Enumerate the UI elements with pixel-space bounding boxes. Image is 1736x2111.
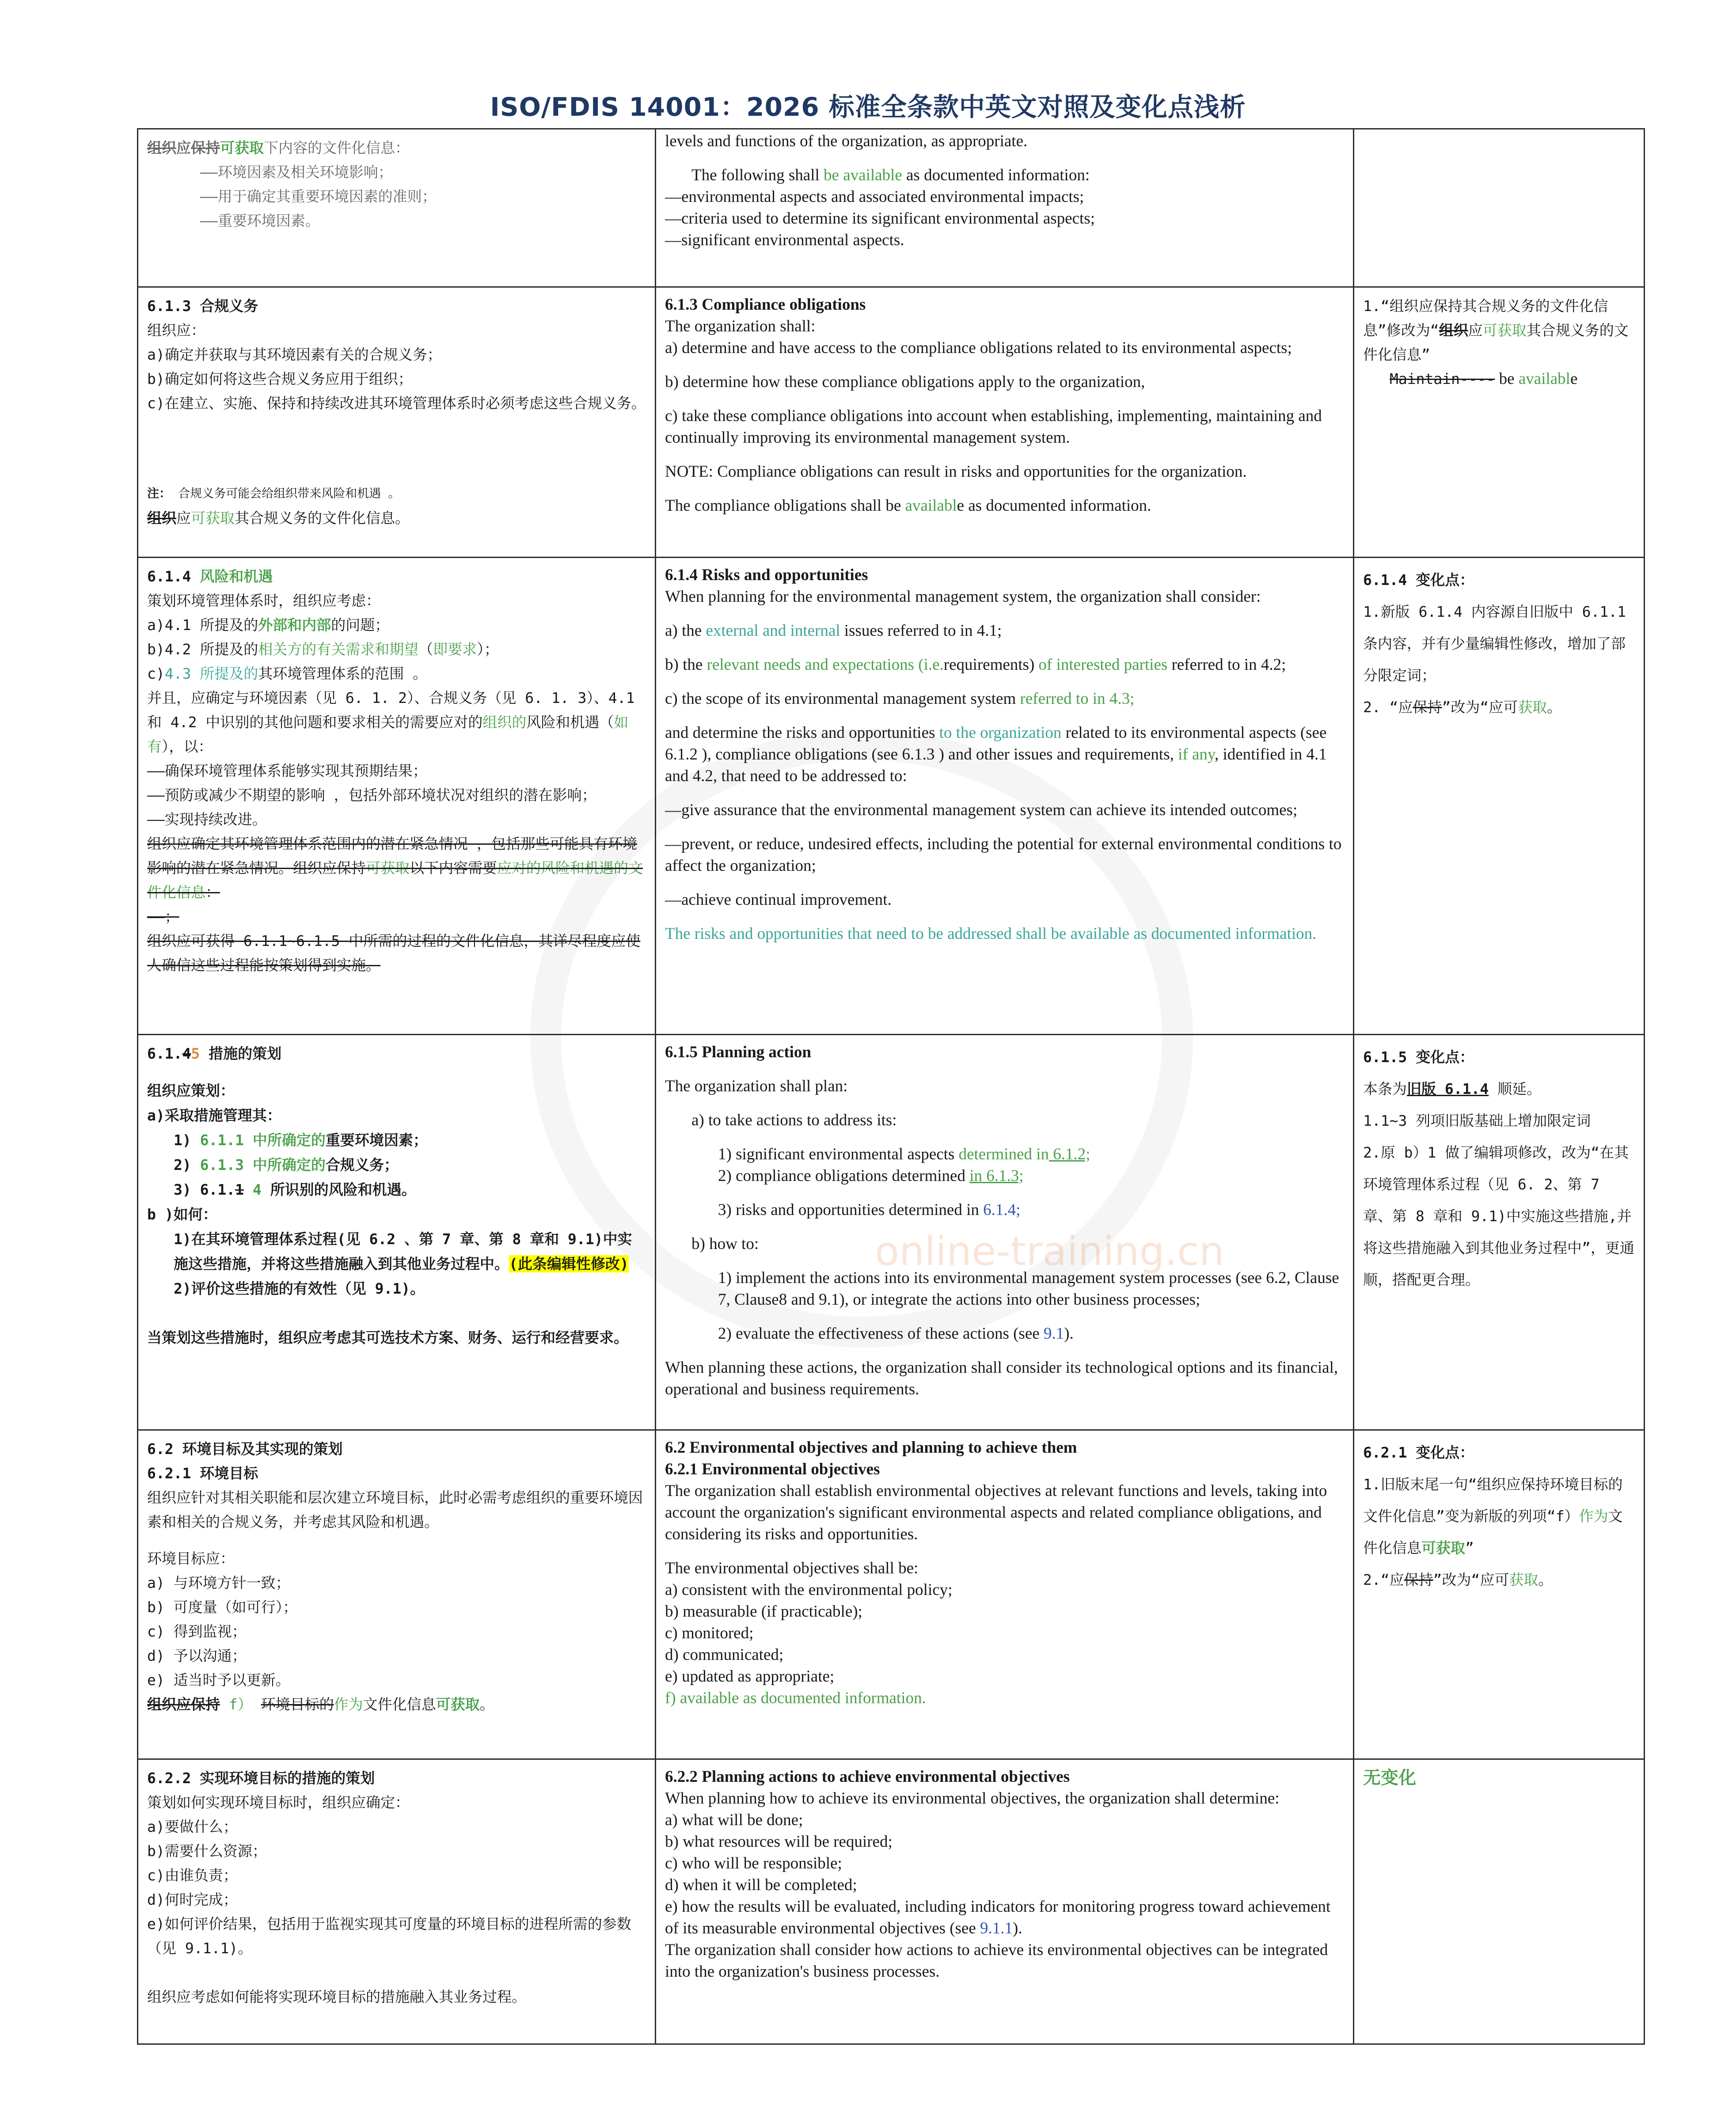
table-row <box>138 1035 1645 1430</box>
cell-chinese: 组织应保持可获取下内容的文件化信息： ——环境因素及相关环境影响； ——用于确定其重要环境因素的准则； ——重要环境因素。 <box>138 129 656 287</box>
cell-english: 6.1.3 Compliance obligations The organization shall: a) determine and have access to the compliance obligations related to its environmental aspects; b) determine how these compliance obligations apply to the organization, c) take these compliance obligations into account when establishing, implementing, maintaining and continually improving its environmental management system. NOTE: Compliance obligations can result in risks and opportunities for the organization. The compliance obligations shall be available as documented information. <box>656 287 1354 558</box>
table-row <box>138 1759 1645 2044</box>
cell-chinese: 6.2.2 实现环境目标的措施的策划 策划如何实现环境目标时，组织应确定： a)要做什么； b)需要什么资源； c)由谁负责； d)何时完成； e)如何评价结果，包括用于监视实现其可度量的环境目标的进程所需的参数（见 9.1.1)。 组织应考虑如何能将实现环境目标的措施融入其业务过程。 <box>138 1759 656 2044</box>
cell-english: 6.2 Environmental objectives and planning to achieve them 6.2.1 Environmental objectives The organization shall establish environmental objectives at relevant functions and levels, taking into account the organization's significant environmental aspects and related compliance obligations, and considering its risks and opportunities. The environmental objectives shall be: a) consistent with the environmental policy; b) measurable (if practicable); c) monitored; d) communicated; e) updated as appropriate; f) available as documented information. <box>656 1430 1354 1759</box>
cell-changes: 6.1.4 变化点： 1.新版 6.1.4 内容源自旧版中 6.1.1 条内容，并有少量编辑性修改，增加了部分限定词； 2. “应保持”改为“应可获取。 <box>1354 558 1645 1035</box>
cell-chinese: 6.2 环境目标及其实现的策划 6.2.1 环境目标 组织应针对其相关职能和层次建立环境目标，此时必需考虑组织的重要环境因素和相关的合规义务，并考虑其风险和机遇。 环境目标应： a) 与环境方针一致； b) 可度量（如可行）； c) 得到监视； d) 予以沟通； e) 适当时予以更新。 组织应保持 f） 环境目标的作为文件化信息可获取。 <box>138 1430 656 1759</box>
table-row <box>138 1430 1645 1759</box>
cell-changes: 6.1.5 变化点： 本条为旧版 6.1.4 顺延。 1.1~3 列项旧版基础上增加限定词 2.原 b）1 做了编辑项修改，改为“在其环境管理体系过程（见 6. 2、第 7 章、第 8 章和 9.1)中实施这些措施,并将这些措施融入到其他业务过程中”，更通顺，搭配更合理。 <box>1354 1035 1645 1430</box>
cell-chinese: 6.1.4 风险和机遇 策划环境管理体系时，组织应考虑： a)4.1 所提及的外部和内部的问题； b)4.2 所提及的相关方的有关需求和期望（即要求）； c)4.3 所提及的其环境管理体系的范围 。 并且，应确定与环境因素（见 6. 1. 2）、合规义务（见 6. 1. 3）、4.1 和 4.2 中识别的其他问题和要求相关的需要应对的组织的风险和机遇（如有），以： ——确保环境管理体系能够实现其预期结果； ——预防或减少不期望的影响 ，包括外部环境状况对组织的潜在影响； ——实现持续改进。 组织应确定其环境管理体系范围内的潜在紧急情况 ，包括那些可能具有环境影响的潜在紧急情况。组织应保持可获取以下内容需要应对的风险和机遇的文件化信息： ——； 组织应可获得 6.1.1~6.1.5 中所需的过程的文件化信息，其详尽程度应使人确信这些过程能按策划得到实施。 <box>138 558 656 1035</box>
cell-changes <box>1354 129 1645 287</box>
table-row <box>138 558 1645 1035</box>
comparison-table <box>137 128 1645 2045</box>
cell-changes: 6.2.1 变化点： 1.旧版末尾一句“组织应保持环境目标的文件化信息”变为新版的列项“f）作为文件化信息可获取” 2.“应保持”改为“应可获取。 <box>1354 1430 1645 1759</box>
page-title: ISO/FDIS 14001：2026 标准全条款中英文对照及变化点浅析 <box>490 92 1246 122</box>
watermark-text: online-training.cn <box>875 1228 1224 1275</box>
cell-chinese: 6.1.45 措施的策划 组织应策划： a)采取措施管理其： 1) 6.1.1 中所确定的重要环境因素； 2) 6.1.3 中所确定的合规义务； 3) 6.1.1 4 所识别的风险和机遇。 b )如何： 1)在其环境管理体系过程(见 6.2 、第 7 章、第 8 章和 9.1)中实施这些措施，并将这些措施融入到其他业务过程中。(此条编辑性修改) 2)评价这些措施的有效性（见 9.1)。 当策划这些措施时，组织应考虑其可选技术方案、财务、运行和经营要求。 <box>138 1035 656 1430</box>
cell-changes: 无变化 <box>1354 1759 1645 2044</box>
cell-changes: 1.“组织应保持其合规义务的文件化信息”修改为“组织应可获取其合规义务的文件化信息” Maintain---- be available <box>1354 287 1645 558</box>
cell-english: 6.1.5 Planning action The organization shall plan: a) to take actions to address its: 1) significant environmental aspects determined in 6.1.2; 2) compliance obligations determined in 6.1.3; 3) risks and opportunities determined in 6.1.4; b) how to: 1) implement the actions into its environmental management system processes (see 6.2, Clause 7, Clause8 and 9.1), or integrate the actions into other business processes; 2) evaluate the effectiveness of these actions (see 9.1). When planning these actions, the organization shall consider its technological options and its financial, operational and business requirements. <box>656 1035 1354 1430</box>
cell-english: levels and functions of the organization, as appropriate. The following shall be available as documented information: —environmental aspects and associated environmental impacts; —criteria used to determine its significant environmental aspects; —significant environmental aspects. <box>656 129 1354 287</box>
cell-english: 6.2.2 Planning actions to achieve environmental objectives When planning how to achieve its environmental objectives, the organization shall determine: a) what will be done; b) what resources will be required; c) who will be responsible; d) when it will be completed; e) how the results will be evaluated, including indicators for monitoring progress toward achievement of its measurable environmental objectives (see 9.1.1). The organization shall consider how actions to achieve its environmental objectives can be integrated into the organization's business processes. <box>656 1759 1354 2044</box>
table-row <box>138 287 1645 558</box>
cell-chinese: 6.1.3 合规义务 组织应： a)确定并获取与其环境因素有关的合规义务； b)确定如何将这些合规义务应用于组织； c)在建立、实施、保持和持续改进其环境管理体系时必须考虑这些合规义务。 注： 合规义务可能会给组织带来风险和机遇 。 组织应可获取其合规义务的文件化信息。 <box>138 287 656 558</box>
table-row <box>138 129 1645 287</box>
cell-english: 6.1.4 Risks and opportunities When planning for the environmental management system, the organization shall consider: a) the external and internal issues referred to in 4.1; b) the relevant needs and expectations (i.e.requirements) of interested parties referred to in 4.2; c) the scope of its environmental management system referred to in 4.3; and determine the risks and opportunities to the organization related to its environmental aspects (see 6.1.2 ), compliance obligations (see 6.1.3 ) and other issues and requirements, if any, identified in 4.1 and 4.2, that need to be addressed to: —give assurance that the environmental management system can achieve its intended outcomes; —prevent, or reduce, undesired effects, including the potential for external environmental conditions to affect the organization; —achieve continual improvement. The risks and opportunities that need to be addressed shall be available as documented information. <box>656 558 1354 1035</box>
